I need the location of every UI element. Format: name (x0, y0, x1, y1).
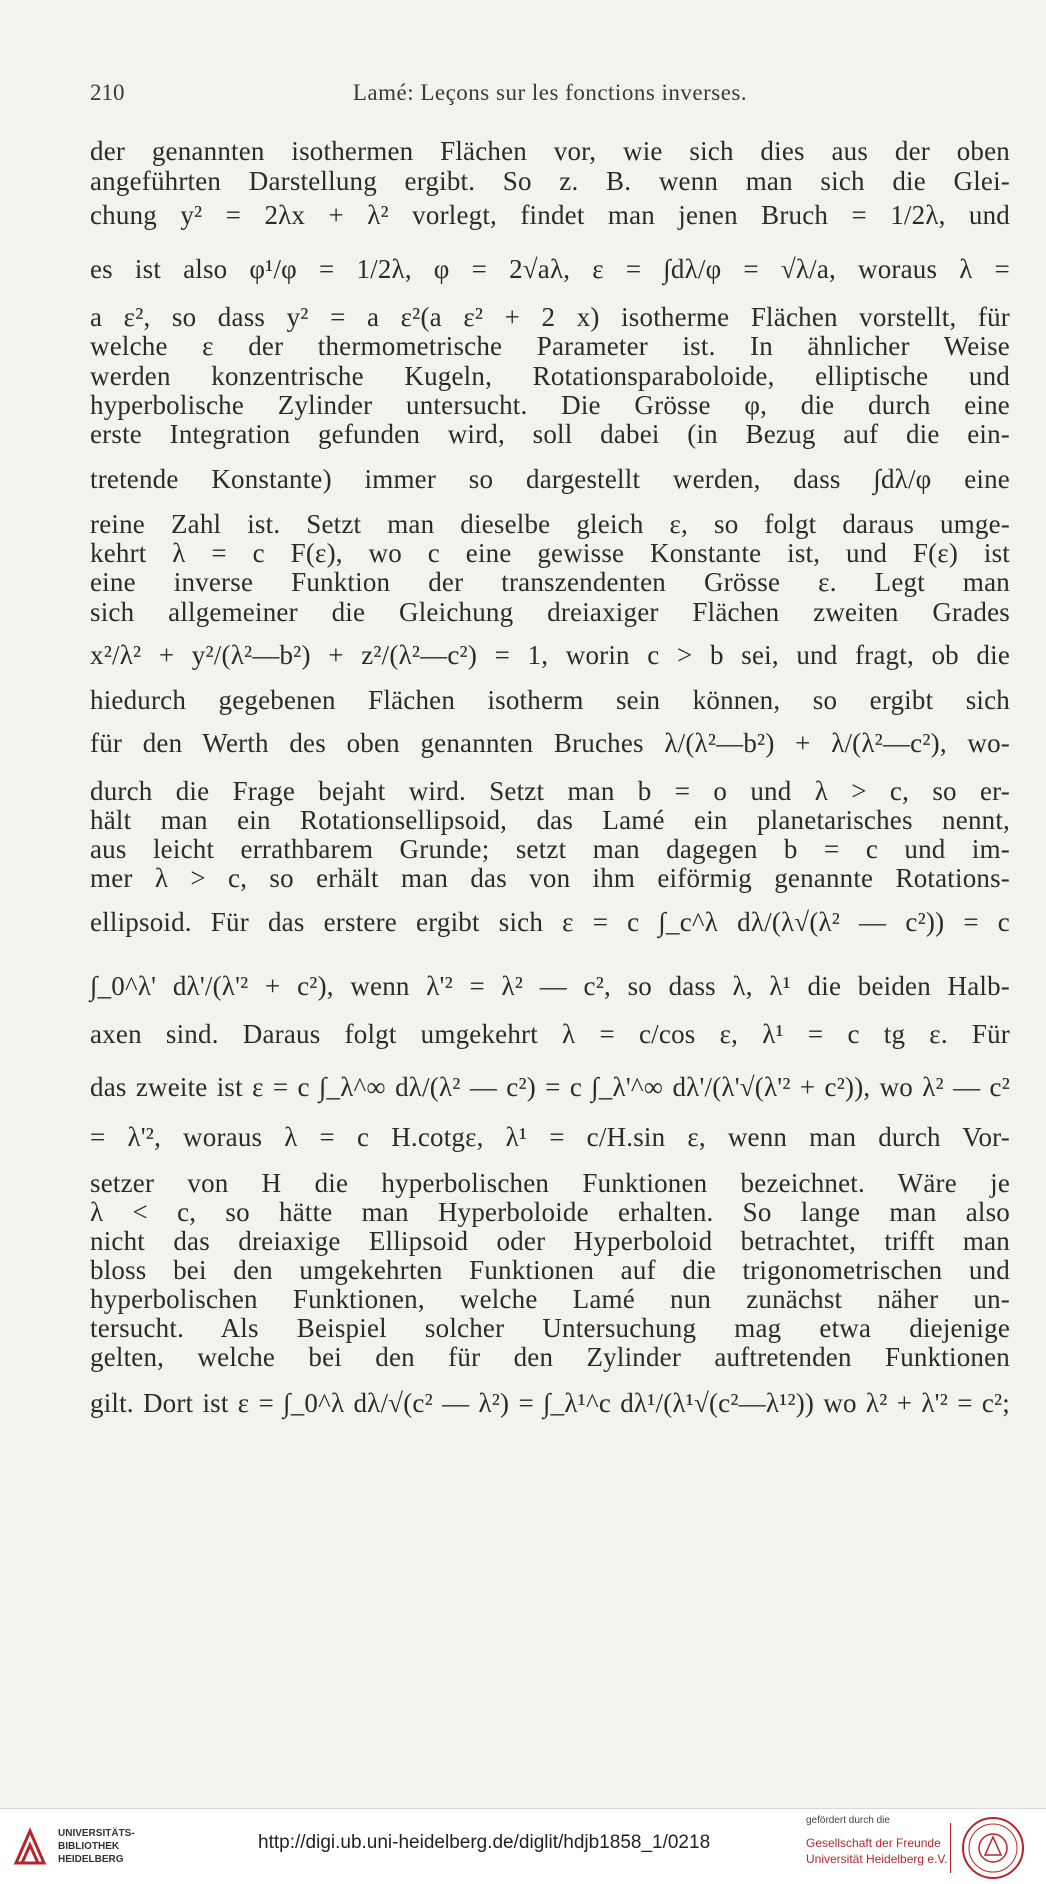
text-line: ellipsoid. Für das erstere ergibt sich ε = c ∫_c^λ dλ/(λ√(λ² — c²)) = c (90, 907, 1010, 937)
text-line: kehrt λ = c F(ε), wo c eine gewisse Konstante ist, und F(ε) ist (90, 538, 1010, 568)
funded-by-text: gefördert durch die (806, 1815, 890, 1826)
text-line: gelten, welche bei den für den Zylinder auftretenden Funktionen (90, 1342, 1010, 1372)
text-line: hält man ein Rotationsellipsoid, das Lamé ein planetarisches nennt, (90, 805, 1010, 835)
text-line: eine inverse Funktion der transzendenten Grösse ε. Legt man (90, 567, 1010, 597)
page-header (90, 80, 1010, 120)
text-line: ∫_0^λ' dλ'/(λ'² + c²), wenn λ'² = λ² — c², so dass λ, λ¹ die beiden Halb- (90, 971, 1010, 1001)
library-line: UNIVERSITÄTS- (58, 1828, 135, 1839)
text-line: nicht das dreiaxige Ellipsoid oder Hyperboloid betrachtet, trifft man (90, 1226, 1010, 1256)
text-line: tretende Konstante) immer so dargestellt werden, dass ∫dλ/φ eine (90, 464, 1010, 494)
library-line: HEIDELBERG (58, 1854, 124, 1865)
text-line: mer λ > c, so erhält man das von ihm eiförmig genannte Rotations- (90, 863, 1010, 893)
text-line: welche ε der thermometrische Parameter ist. In ähnlicher Weise (90, 331, 1010, 361)
text-line: = λ'², woraus λ = c H.cotgε, λ¹ = c/H.sin ε, wenn man durch Vor- (90, 1122, 1010, 1152)
society-line: Universität Heidelberg e.V. (806, 1852, 948, 1866)
text-line: erste Integration gefunden wird, soll dabei (in Bezug auf die ein- (90, 419, 1010, 449)
text-line: λ < c, so hätte man Hyperboloide erhalten. So lange man also (90, 1197, 1010, 1227)
text-line: axen sind. Daraus folgt umgekehrt λ = c/cos ε, λ¹ = c tg ε. Für (90, 1019, 1010, 1049)
text-line: a ε², so dass y² = a ε²(a ε² + 2 x) isotherme Flächen vorstellt, für (90, 302, 1010, 332)
text-line: der genannten isothermen Flächen vor, wie sich dies aus der oben (90, 136, 1010, 166)
permalink-url[interactable]: http://digi.ub.uni-heidelberg.de/diglit/hdjb1858_1/0218 (258, 1832, 711, 1853)
heidelberg-seal-icon (960, 1815, 1026, 1881)
viewer-footer (0, 1808, 1046, 1884)
library-name (58, 1827, 135, 1866)
text-line: hiedurch gegebenen Flächen isotherm sein können, so ergibt sich (90, 685, 1010, 715)
text-line: das zweite ist ε = c ∫_λ^∞ dλ/(λ² — c²) = c ∫_λ'^∞ dλ'/(λ'√(λ'² + c²)), wo λ² — c² (90, 1072, 1010, 1102)
text-line: x²/λ² + y²/(λ²—b²) + z²/(λ²—c²) = 1, worin c > b sei, und fragt, ob die (90, 640, 1010, 670)
running-title: Lamé: Leçons sur les fonctions inverses. (352, 80, 748, 105)
text-line: chung y² = 2λx + λ² vorlegt, findet man jenen Bruch = 1/2λ, und (90, 200, 1010, 230)
text-line: aus leicht errathbarem Grunde; setzt man dagegen b = c und im- (90, 834, 1010, 864)
text-line: durch die Frage bejaht wird. Setzt man b = o und λ > c, so er- (90, 776, 1010, 806)
text-line: gilt. Dort ist ε = ∫_0^λ dλ/√(c² — λ²) = ∫_λ¹^c dλ¹/(λ¹√(c²—λ¹²)) wo λ² + λ'² = c²; (90, 1388, 1010, 1418)
society-link[interactable] (806, 1835, 948, 1867)
text-line: hyperbolischen Funktionen, welche Lamé nun zunächst näher un- (90, 1284, 1010, 1314)
page-number: 210 (90, 80, 125, 105)
text-line: es ist also φ¹/φ = 1/2λ, φ = 2√aλ, ε = ∫dλ/φ = √λ/a, woraus λ = (90, 254, 1010, 284)
text-line: sich allgemeiner die Gleichung dreiaxiger Flächen zweiten Grades (90, 597, 1010, 627)
university-library-logo-icon (12, 1827, 48, 1867)
text-line: tersucht. Als Beispiel solcher Untersuchung mag etwa diejenige (90, 1313, 1010, 1343)
text-line: bloss bei den umgekehrten Funktionen auf die trigonometrischen und (90, 1255, 1010, 1285)
library-logo[interactable] (12, 1825, 150, 1869)
text-line: für den Werth des oben genannten Bruches λ/(λ²—b²) + λ/(λ²—c²), wo- (90, 728, 1010, 758)
text-line: werden konzentrische Kugeln, Rotationsparaboloide, elliptische und (90, 361, 1010, 391)
library-line: BIBLIOTHEK (58, 1841, 120, 1852)
society-line: Gesellschaft der Freunde (806, 1836, 941, 1850)
text-line: angeführten Darstellung ergibt. So z. B. wenn man sich die Glei- (90, 166, 1010, 196)
text-line: hyperbolische Zylinder untersucht. Die Grösse φ, die durch eine (90, 390, 1010, 420)
text-line: setzer von H die hyperbolischen Funktionen bezeichnet. Wäre je (90, 1168, 1010, 1198)
footer-divider (950, 1823, 951, 1873)
text-line: reine Zahl ist. Setzt man dieselbe gleich ε, so folgt daraus umge- (90, 509, 1010, 539)
